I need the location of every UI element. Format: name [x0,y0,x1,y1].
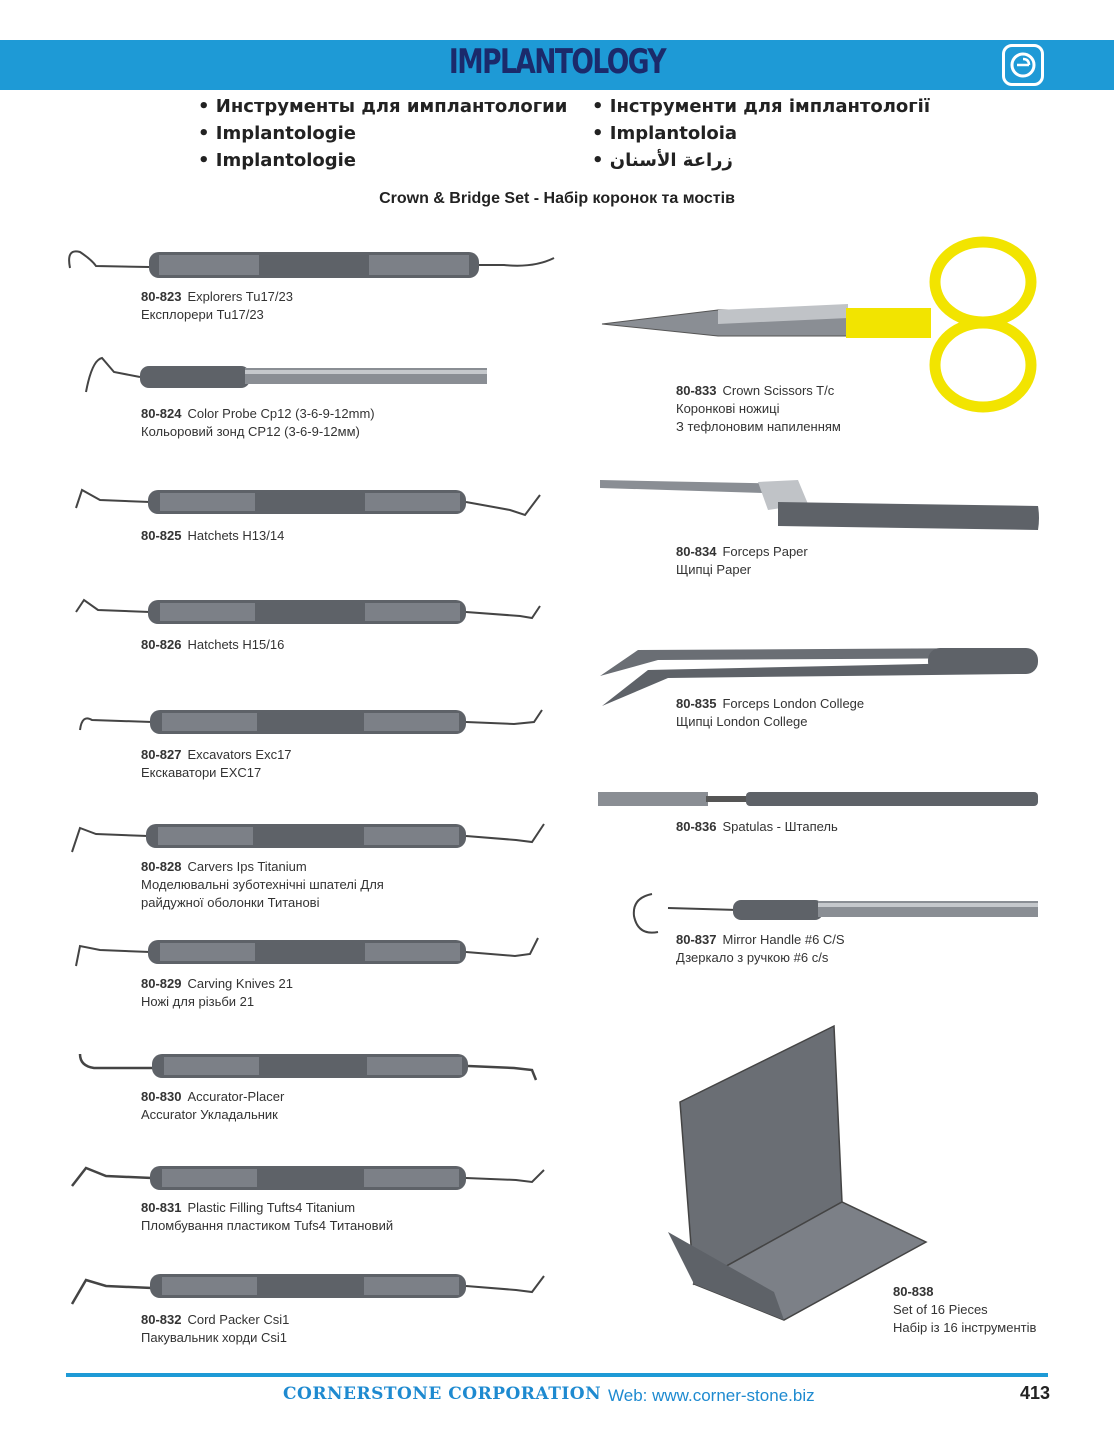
instrument-carver-image [66,814,556,859]
instrument-carving-knife-image [70,932,550,972]
product-desc: Кольоровий зонд CP12 (3-6-9-12мм) [141,424,360,439]
product-code: 80-838 [893,1284,934,1299]
instrument-set-case-image [664,1022,934,1322]
product-code: 80-829 [141,976,182,991]
product-code: 80-823 [141,289,182,304]
footer-web-link[interactable]: Web: www.corner-stone.biz [608,1386,815,1405]
product-item-80-838 [893,1283,1036,1337]
product-name: Hatchets H13/14 [187,528,285,543]
product-name: Color Probe Cp12 (3-6-9-12mm) [187,406,375,421]
product-item-80-829 [141,975,293,1011]
product-item-80-825 [141,527,284,545]
product-code: 80-830 [141,1089,182,1104]
page-number: 413 [1020,1383,1051,1403]
product-name: Crown Scissors T/c [722,383,835,398]
product-desc: Щипці Paper [676,562,752,577]
product-name: Set of 16 Pieces [893,1302,988,1317]
instrument-hatchet-image [70,480,550,525]
product-item-80-833 [676,382,841,436]
product-desc: Щипці London College [676,714,808,729]
product-name: Spatulas - Штапель [722,819,838,834]
language-item: • Implantologie [198,123,357,144]
product-desc: Екскаватори EXC17 [141,765,262,780]
product-code: 80-834 [676,544,717,559]
product-code: 80-837 [676,932,717,947]
product-item-80-828 [141,858,384,912]
brand-logo-icon [1002,44,1044,86]
product-item-80-837 [676,931,845,967]
product-code: 80-826 [141,637,182,652]
product-desc: Дзеркало з ручкою #6 c/s [676,950,829,965]
section-subtitle: Crown & Bridge Set - Набір коронок та мостів [379,190,735,207]
product-item-80-832 [141,1311,289,1347]
product-name: Mirror Handle #6 C/S [722,932,845,947]
instrument-spatula-image [596,788,1041,810]
product-item-80-826 [141,636,284,654]
product-name: Accurator-Placer [187,1089,285,1104]
product-name: Plastic Filling Tufts4 Titanium [187,1200,356,1215]
product-name: Cord Packer Csi1 [187,1312,290,1327]
instrument-explorer-image [64,240,564,285]
product-code: 80-833 [676,383,717,398]
product-name: Hatchets H15/16 [187,637,285,652]
product-code: 80-824 [141,406,182,421]
product-code: 80-835 [676,696,717,711]
product-item-80-824 [141,405,375,441]
product-name: Forceps London College [722,696,865,711]
instrument-excavator-image [74,702,554,742]
product-desc: Пломбування пластиком Tufs4 Титановий [141,1218,394,1233]
product-code: 80-831 [141,1200,182,1215]
instrument-cord-packer-image [66,1268,556,1313]
page-title: IMPLANTOLOGY [448,42,666,82]
product-name: Carvers Ips Titanium [187,859,307,874]
footer-company-name: CORNERSTONE CORPORATION [283,1384,602,1404]
product-desc: Коронкові ножиці [676,401,780,416]
product-desc: Accurator Укладальник [141,1107,278,1122]
product-desc: Пакувальник хорди Csi1 [141,1330,287,1345]
product-item-80-834 [676,543,808,579]
instrument-plastic-filling-image [66,1156,556,1201]
product-code: 80-832 [141,1312,182,1327]
product-desc: З тефлоновим напиленням [676,419,841,434]
product-item-80-823 [141,288,293,324]
language-item: • Implantologie [198,150,357,171]
language-list-right [592,93,930,174]
product-item-80-835 [676,695,864,731]
product-desc: райдужної оболонки Титанові [141,895,320,910]
instrument-color-probe-image [80,352,500,397]
product-item-80-831 [141,1199,393,1235]
language-item: • Інструменти для імплантології [592,96,931,117]
product-code: 80-825 [141,528,182,543]
product-name: Explorers Tu17/23 [187,289,293,304]
product-item-80-830 [141,1088,284,1124]
language-item: • زراعة الأسنان [592,150,733,171]
language-item: • Implantoloia [592,123,738,144]
product-desc: Ножі для різьби 21 [141,994,255,1009]
language-item: • Инструменты для имплантологии [198,96,568,117]
product-code: 80-827 [141,747,182,762]
footer-rule [66,1373,1048,1377]
product-desc: Набір із 16 інструментів [893,1320,1037,1335]
instrument-hatchet-image [70,592,550,632]
product-code: 80-836 [676,819,717,834]
product-name: Carving Knives 21 [187,976,293,991]
product-item-80-836 [676,818,838,836]
instrument-paper-forceps-image [598,474,1043,534]
language-list-left [198,93,567,174]
product-name: Forceps Paper [722,544,808,559]
instrument-accurator-image [74,1046,554,1086]
product-desc: Моделювальні зуботехнічні шпателі Для [141,877,384,892]
product-item-80-827 [141,746,292,782]
product-name: Excavators Exc17 [187,747,292,762]
product-desc: Експлорери Tu17/23 [141,307,264,322]
product-code: 80-828 [141,859,182,874]
